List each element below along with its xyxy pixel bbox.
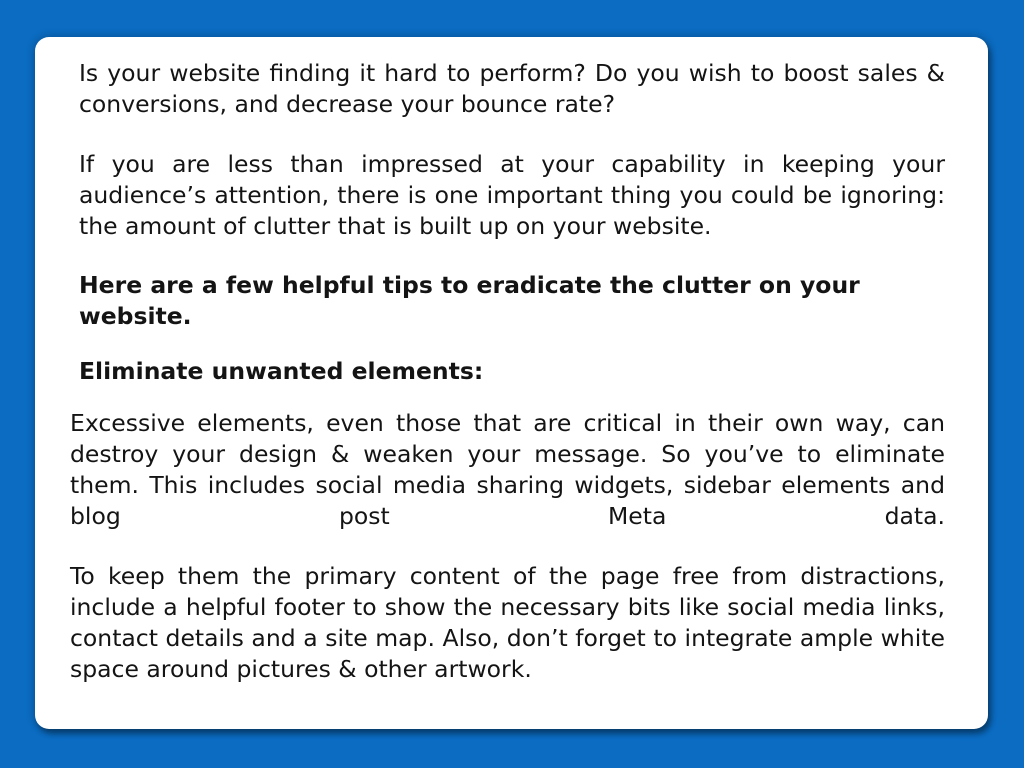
elements-paragraph: Excessive elements, even those that are critical in their own way, can destroy your design & weaken your message. So you’ve to eliminate them. This includes social media sharing widgets, sidebar elements and blog post Meta data.: [70, 409, 945, 530]
attention-paragraph: If you are less than impressed at your capability in keeping your audience’s attention, there is one important thing you could be ignoring: the amount of clutter that is built up on your website.: [79, 150, 945, 240]
tips-heading: Here are a few helpful tips to eradicate the clutter on your website.: [79, 271, 860, 330]
section-heading: Eliminate unwanted elements:: [79, 357, 484, 385]
intro-paragraph: Is your website finding it hard to perform? Do you wish to boost sales & conversions, and decrease your bounce rate?: [79, 59, 945, 118]
footer-paragraph: To keep them the primary content of the page free from distractions, include a helpful footer to show the necessary bits like social media links, contact details and a site map. Also, don’t forget to integrate ample white space around pictures & other artwork.: [70, 562, 945, 683]
